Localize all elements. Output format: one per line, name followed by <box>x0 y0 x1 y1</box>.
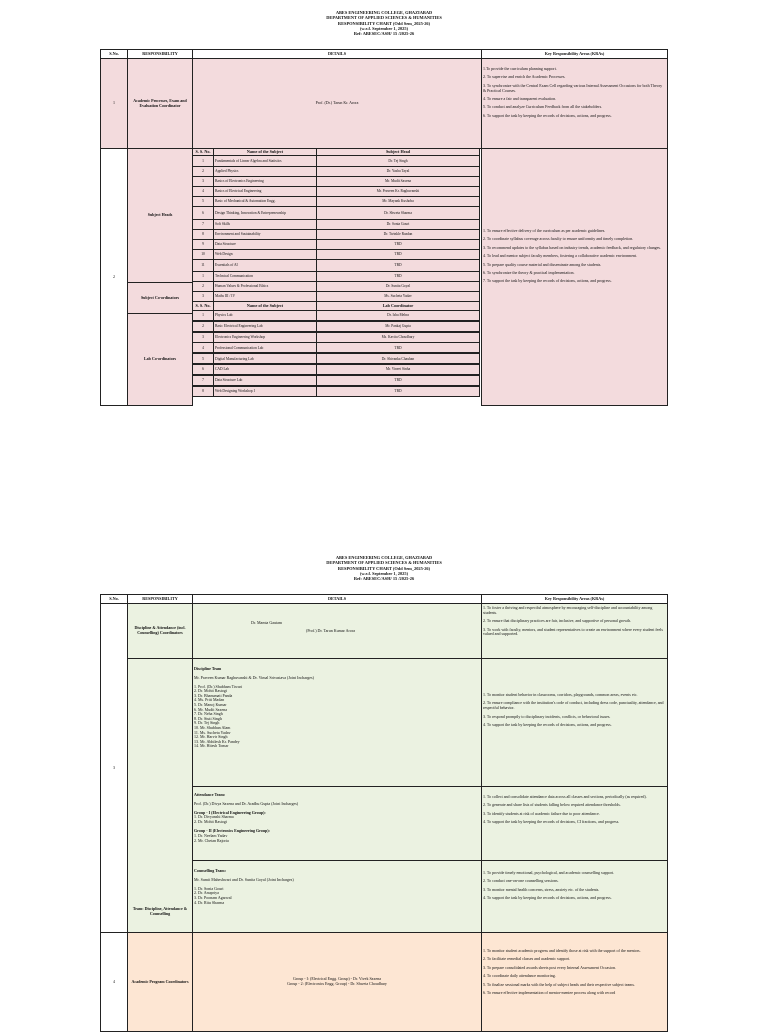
subject-name: Technical Communication <box>213 271 317 282</box>
subtable-sno: 8 <box>192 386 214 397</box>
member: 3. Dr. Poonam Agarwal <box>194 895 232 901</box>
kra-item: 1.To provide the curriculum planning support. <box>483 66 557 71</box>
kra-item: 5. To prepare quality course material and disseminate among the students. <box>483 261 602 267</box>
subject-name: Data Structure Lab <box>213 375 317 386</box>
row-sno: 3 <box>113 764 115 770</box>
counselling-team-details <box>192 860 482 933</box>
subtable-sno: 2 <box>192 281 214 292</box>
subject-name: Electronics Engineering Workshop <box>213 332 317 343</box>
subject-heads-label: Subject Heads <box>127 148 193 283</box>
subject-owner: TBD <box>316 259 480 272</box>
header-line: DEPARTMENT OF APPLIED SCIENCES & HUMANITIES <box>326 15 442 21</box>
subtable-sno: 8 <box>192 229 214 240</box>
member: 1. Dr. Divyanshi Sharma <box>194 814 234 820</box>
kra-item: 3. To synchronize with the Central Exam Cell regarding various Internal Assessment Occasions for both Theory & Practical Courses. <box>483 82 663 93</box>
kra-item: 2. To supervise and enrich the Academic Processes. <box>483 74 566 80</box>
subject-owner: Mr. Praveen Kr. Raghuvanshi <box>316 186 480 197</box>
kra-item: 7. To support the task by keeping the records of decisions, actions, and progress. <box>483 278 612 284</box>
member: 4. Dr. Ritu Sharma <box>194 899 225 905</box>
subtable-sno: 4 <box>192 342 214 353</box>
subtable-sno: 1 <box>192 271 214 282</box>
member: 7. Dr. Neha Singh <box>194 711 223 717</box>
subtable-sno: 4 <box>192 186 214 197</box>
kra-item: 5. To finalize sessional marks with the help of subject heads and their respective subject teams. <box>483 981 635 987</box>
kra-cell <box>481 148 668 406</box>
subject-name: Basics of Electrical Engineering <box>213 186 317 197</box>
row-sno: 1 <box>100 58 128 149</box>
lab-coordinators-label: Lab Co-ordinators <box>127 313 193 406</box>
group-coordinator: Group - 2: (Electronics Engg. Group) - Dr. Shweta Choudhary <box>287 981 387 986</box>
document-header <box>0 10 768 36</box>
group-coordinator: Group - I: (Electrical Engg. Group) - Dr. Vivek Saxena <box>293 976 381 982</box>
header-line: ABES ENGINEERING COLLEGE, GHAZIABAD <box>335 10 433 15</box>
subtable-sno: 9 <box>192 239 214 250</box>
kra-item: 1. To collect and consolidate attendance data across all classes and sections, periodically (as required). <box>483 794 647 799</box>
team-incharge: Mr. Praveen Kumar Raghuvanshi & Dr. Vimal Srivastava (Joint Incharges) <box>194 674 314 680</box>
subtable-sno: 6 <box>192 206 214 220</box>
subject-owner: Ms. Sucheta Yadav <box>316 291 480 302</box>
responsibility-cell: Academic Program Coordinators <box>127 932 193 1032</box>
subtable-sno: 1 <box>192 155 214 167</box>
kra-item: 2. To conduct one-on-one counselling sessions. <box>483 878 559 884</box>
subject-owner: Ms. Kavita Choudhary <box>316 332 480 343</box>
kra-item: 4. To ensure a fair and transparent evaluation. <box>483 95 557 101</box>
subtable-sno: 1 <box>192 310 214 321</box>
header-line: ABES ENGINEERING COLLEGE, GHAZIABAD <box>335 555 433 560</box>
member: 13. Mr. Abhilesh Kr. Pandey <box>194 738 240 744</box>
kra-item: 3. To recommend updates to the syllabus based on industry trends, academic feedback, and regulatory changes. <box>483 244 661 250</box>
details-cell <box>192 932 482 1032</box>
kra-cell <box>481 860 668 933</box>
kra-item: 4. To support the task by keeping the records of decisions, actions, and progress. <box>483 721 612 727</box>
subject-owner: Mr. Mudit Saxena <box>316 176 480 187</box>
subtable-sno: 5 <box>192 196 214 207</box>
member: 9. Dr. Tej Singh <box>194 720 220 726</box>
subject-name: Human Values & Professional Ethics <box>213 281 317 292</box>
member-list <box>194 685 480 749</box>
subject-owner: Mr. Mayank Kushoba <box>316 196 480 207</box>
subtable-sno: 3 <box>192 332 214 343</box>
team-title: Attendance Team: <box>194 792 226 797</box>
kra-item: 3. To work with faculty, mentors, and student representatives to create an environment where every student feels valued and supported. <box>483 626 663 637</box>
kra-item: 2. To facilitate remedial classes and academic support. <box>483 956 571 962</box>
subject-owner: TBD <box>316 386 480 397</box>
subject-owner: TBD <box>316 375 480 386</box>
subject-name: Data Structure <box>213 239 317 250</box>
member: 2. Mr. Chetan Rajoria <box>194 837 229 843</box>
header-line: RESPONSIBILITY CHART (Odd Sem_2025-26) <box>337 565 431 571</box>
header-line: RESPONSIBILITY CHART (Odd Sem_2025-26) <box>337 20 431 26</box>
subject-owner: TBD <box>316 239 480 250</box>
subject-name: Professional Communication Lab <box>213 342 317 353</box>
team-title: Discipline Team <box>194 666 222 671</box>
subject-owner: Dr. Twinkle Razdan <box>316 229 480 240</box>
team-incharge: Mr. Sumit Maheshwari and Dr. Sunita Goyal (Joint Incharges) <box>194 876 294 882</box>
team-responsibility: Team: Discipline, Attendance & Counselling <box>127 658 193 933</box>
subject-owner: Dr. Sonia Gouri <box>316 219 480 230</box>
subject-owner: Dr. Isha Mehra <box>316 310 480 321</box>
kra-cell <box>481 603 668 659</box>
header-line: (w.e.f. September 1, 2025) <box>359 25 409 31</box>
member: 2. Dr. Mohit Rastogi <box>194 688 228 694</box>
col-sno: S.No. <box>100 49 128 59</box>
subject-owner: Dr. Tej Singh <box>316 155 480 167</box>
subtable-head-owner: Lab Coordinator <box>316 301 480 311</box>
subtable-sno: 3 <box>192 176 214 187</box>
subject-name: Fundamentals of Linear Algebra and Statistics <box>213 155 317 167</box>
subject-owner: Dr. Yasha Tayal <box>316 166 480 177</box>
subject-owner: TBD <box>316 249 480 260</box>
kra-item: 4. To coordinate daily attendance monitoring. <box>483 973 556 979</box>
subject-name: Soft Skills <box>213 219 317 230</box>
col-responsibility: RESPONSIBILITY <box>127 594 193 604</box>
page-2 <box>0 552 768 1024</box>
subject-owner: Mr. Vineet Sinha <box>316 364 480 375</box>
kra-cell <box>481 658 668 787</box>
member: 10. Mr. Shubhan Alam <box>194 724 231 730</box>
col-responsibility: RESPONSIBILITY <box>127 49 193 59</box>
responsibility-table <box>100 49 668 405</box>
subject-coordinators-label: Subject Co-ordinators <box>127 282 193 314</box>
kra-item: 2. To ensure that disciplinary practices are fair, inclusive, and supportive of personal growth. <box>483 618 632 624</box>
kra-item: 3. To identify students at risk of academic failure due to poor attendance. <box>483 810 600 816</box>
subtable-head-name: Name of the Subject <box>213 301 317 311</box>
kra-item: 5. To conduct and analyze Curriculum Feedback from all the stakeholders. <box>483 104 603 110</box>
subtable-sno: 7 <box>192 219 214 230</box>
kra-item: 2. To ensure compliance with the institution's code of conduct, including dress code, punctuality, attendance, and respectful behavior. <box>483 700 664 711</box>
responsibility-table <box>100 594 668 1026</box>
responsibility-cell: Academic Processes, Exam and Evaluation Coordinator <box>127 58 193 149</box>
member: 11. Ms. Sucheta Yadav <box>194 729 231 735</box>
kra-item: 6. To synchronize the theory & practical implementation. <box>483 269 575 275</box>
member: 1. Prof. (Dr.) Shubham Tiwari <box>194 683 243 689</box>
page-1 <box>0 0 768 410</box>
member: 5. Dr. Manoj Kumar <box>194 701 227 707</box>
discipline-team-details <box>192 658 482 787</box>
subject-owner: TBD <box>316 342 480 353</box>
team-incharge: Prof. (Dr.) Divya Saxena and Dr. Aradhu Gupta (Joint Incharges) <box>194 800 299 806</box>
coordinator-name: (Prof.) Dr. Tarun Kumar Arora <box>306 628 355 633</box>
kra-item: 1. To monitor student academic progress and identify those at risk with the support of the mentors. <box>483 948 641 953</box>
subtable-sno: 2 <box>192 321 214 332</box>
subject-name: Maths III / IV <box>213 291 317 302</box>
member: 1. Dr. Sonia Gouri <box>194 885 224 891</box>
subtable-head-owner: Subject Head <box>316 148 480 156</box>
subject-name: Web Design <box>213 249 317 260</box>
subject-name: Environment and Sustainability <box>213 229 317 240</box>
kra-item: 4. To support the task by keeping the records of decisions, CI fractions, and progress. <box>483 819 620 825</box>
subject-name: Applied Physics <box>213 166 317 177</box>
col-details: DETAILS <box>192 594 482 604</box>
member: 4. Ms. Priti Madan <box>194 697 225 703</box>
subject-name: Essentials of AI <box>213 259 317 272</box>
subject-owner: Dr. Sunita Goyal <box>316 281 480 292</box>
kra-item: 3. To monitor mental health concerns, stress, anxiety etc. of the students. <box>483 886 600 892</box>
details-cell <box>192 603 482 659</box>
document-header <box>0 555 768 581</box>
subtable-sno: 7 <box>192 375 214 386</box>
subtable-sno: 6 <box>192 364 214 375</box>
header-line: Ref: ABESEC/ASH/ 15 /2025-26 <box>353 31 415 37</box>
row-sno: 4 <box>100 932 128 1032</box>
subject-owner: Mr. Pankaj Gupta <box>316 321 480 332</box>
subject-name: Basics of Electronics Engineering <box>213 176 317 187</box>
subject-name: Digital Manufacturing Lab <box>213 353 317 364</box>
subtable-sno: 5 <box>192 353 214 364</box>
kra-item: 1. To ensure effective delivery of the curriculum as per academic guidelines. <box>483 228 606 233</box>
subject-name: CAD Lab <box>213 364 317 375</box>
subtable-sno: 3 <box>192 291 214 302</box>
subject-name: Web Designing Workshop I <box>213 386 317 397</box>
subject-owner: Dr. Shivanka Chauhan <box>316 353 480 364</box>
subject-owner: Dr. Shweta Sharma <box>316 206 480 220</box>
attendance-team-details <box>192 786 482 861</box>
subtable-head-sno: S. S. No. <box>192 148 214 156</box>
subject-name: Basic of Mechanical & Automation Engg. <box>213 196 317 207</box>
kra-item: 1. To foster a thriving and respectful atmosphere by encouraging self-discipline and accountability among students. <box>483 605 653 615</box>
member: 2. Dr. Mohit Rastogi <box>194 819 228 825</box>
col-kra: Key Responsibility Areas (KRAs) <box>481 594 668 604</box>
kra-cell <box>481 58 668 149</box>
kra-item: 4. To support the task by keeping the records of decisions, actions, and progress. <box>483 895 612 901</box>
col-details: DETAILS <box>192 49 482 59</box>
kra-item: 4. To lead and mentor subject faculty members, fostering a collaborative academic environment. <box>483 253 638 259</box>
header-line: (w.e.f. September 1, 2025) <box>359 570 409 576</box>
team-title: Counselling Team: <box>194 868 226 873</box>
col-kra: Key Responsibility Areas (KRAs) <box>481 49 668 59</box>
kra-item: 1. To provide timely emotional, psychological, and academic counselling support. <box>483 870 615 875</box>
group-title: Group - I (Electrical Engineering Group): <box>194 809 266 815</box>
subject-name: Design Thinking, Innovation & Entrepreneurship <box>213 206 317 220</box>
coordinator-name: Dr. Mamta Gautam <box>251 620 282 625</box>
member: 14. Mr. Hitesh Tomar <box>194 743 229 749</box>
group-title: Group - II (Electronics Engineering Group): <box>194 827 270 833</box>
kra-cell <box>481 932 668 1032</box>
kra-item: 6. To ensure effective implementation of mentor-mentee process along with record <box>483 989 616 995</box>
member: 3. Dr. Bhanumati Panda <box>194 692 233 698</box>
kra-item: 2. To generate and share lists of students falling below required attendance thresholds. <box>483 802 621 808</box>
subtable-head-name: Name of the Subject <box>213 148 317 156</box>
header-line: Ref: ABESEC/ASH/ 15 /2025-26 <box>353 576 415 582</box>
row-sno: 2 <box>100 148 128 406</box>
subtable-sno: 11 <box>192 259 214 272</box>
header-line: DEPARTMENT OF APPLIED SCIENCES & HUMANITIES <box>326 560 442 566</box>
kra-item: 3. To prepare consolidated awards sheets post every Internal Assessment Occasion. <box>483 964 616 970</box>
subject-name: Basic Electrical Engineering Lab <box>213 321 317 332</box>
subtable-head-sno: S. S. No. <box>192 301 214 311</box>
member: 6. Mr. Mudit Saxena <box>194 706 227 712</box>
kra-cell <box>481 786 668 861</box>
details-cell: Prof. (Dr.) Tarun Kr. Arora <box>192 58 482 149</box>
kra-item: 6. To support the task by keeping the records of decisions, actions, and progress. <box>483 112 612 118</box>
subject-owner: TBD <box>316 271 480 282</box>
member: 8. Dr. Stuti Singh <box>194 715 222 721</box>
member: 2. Dr. Anupriya <box>194 890 219 896</box>
subject-name: Physics Lab <box>213 310 317 321</box>
kra-item: 2. To coordinate syllabus coverage across faculty to ensure uniformity and timely completion. <box>483 236 634 242</box>
member: 1. Dr. Neelam Yadav <box>194 832 228 838</box>
subtable-sno: 10 <box>192 249 214 260</box>
col-sno: S.No. <box>100 594 128 604</box>
responsibility-cell: Discipline & Attendance (incl. Counselling) Coordinators <box>127 603 193 659</box>
kra-item: 3. To respond promptly to disciplinary incidents, conflicts, or behavioral issues. <box>483 713 611 719</box>
subtable-sno: 2 <box>192 166 214 177</box>
kra-item: 1. To monitor student behavior in classrooms, corridors, playgrounds, common areas, events etc. <box>483 692 638 697</box>
member: 12. Mr. Harvir Singh <box>194 734 228 740</box>
